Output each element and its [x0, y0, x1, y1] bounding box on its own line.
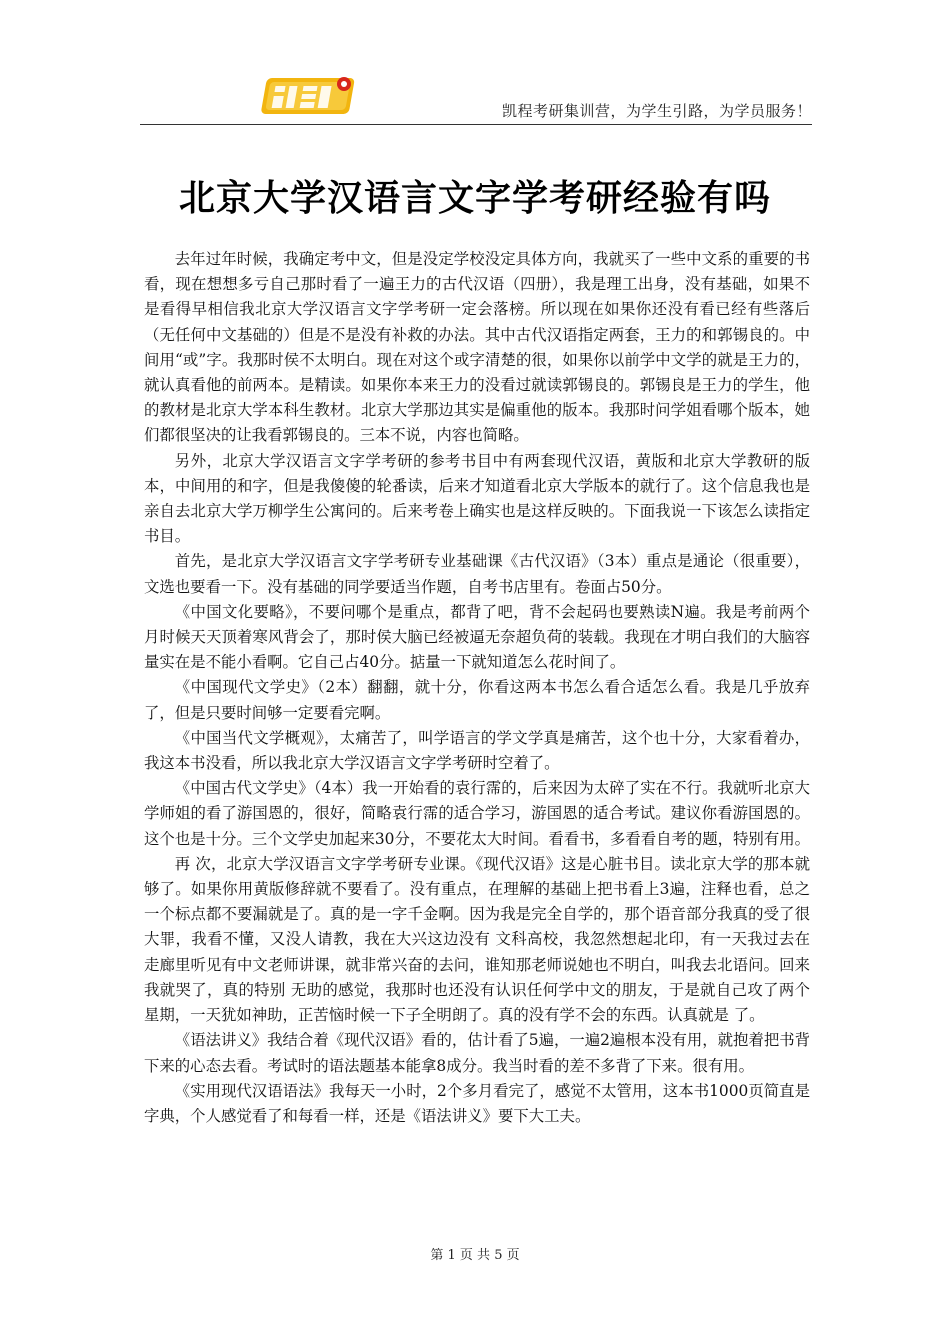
paragraph: 《中国当代文学概观》，太痛苦了，叫学语言的学文学真是痛苦，这个也十分，大家看着办，我这本书没看，所以我北京大学汉语言文字学考研时空着了。	[144, 728, 810, 773]
paragraph: 《语法讲义》我结合着《现代汉语》看的，估计看了5遍，一遍2遍根本没有用，就抱着把书背下来的心态去看。考试时的语法题基本能拿8成分。我当时看的差不多背了下来。很有用。	[144, 1031, 811, 1075]
paragraph: 去年过年时候，我确定考中文，但是没定学校没定具体方向，我就买了一些中文系的重要的书看，现在想想多亏自己那时看了一遍王力的古代汉语（四册），我是理工出身，没有基础，如果不是看得早相信我北京大学汉语言文字学考研一定会落榜。所以现在如果你还没有看已经有些落后（无任何中文基础的）但是不是没有补救的办法。其中古代汉语指定两套，王力的和郭锡良的。中间用“或”字。我那时侯不太明白。现在对这个或字清楚的很，如果你以前学中文学的就是王力的，就认真看他的前两本。是精读。如果你本来王力的没看过就读郭锡良的。郭锡良是王力的学生，他的教材是北京大学本科生教材。北京大学那边其实是偏重他的版本。我那时问学姐看哪个版本，她们都很坚决的让我看郭锡良的。三本不说，内容也简略。	[144, 250, 810, 445]
kaicheng-logo	[258, 72, 358, 118]
paragraph: 首先，是北京大学汉语言文字学考研专业基础课《古代汉语》（3本）重点是通论（很重要）， 文选也要看一下。没有基础的同学要适当作题，自考书店里有。卷面占50分。	[144, 552, 810, 596]
paragraph: 另外，北京大学汉语言文字学考研的参考书目中有两套现代汉语，黄版和北京大学教研的版本，中间用的和字，但是我傻傻的轮番读，后来才知道看北京大学版本的就行了。这个信息我也是亲自去北京大学万柳学生公寓问的。后来考卷上确实也是这样反映的。下面我说一下该怎么读指定书目。	[144, 451, 810, 546]
header-tagline: 凯程考研集训营，为学生引路，为学员服务！	[501, 102, 812, 120]
page-number: 第 1 页 共 5 页	[430, 1248, 520, 1263]
paragraph: 《中国古代文学史》（4本）我一开始看的袁行霈的，后来因为太碎了实在不行。我就听北京大学师姐的看了游国恩的，很好，简略袁行霈的适合学习，游国恩的适合考试。建议你看游国恩的。这个也是十分。三个文学史加起来30分，不要花太大时间。看看书，多看看自考的题，特别有用。	[144, 779, 810, 848]
paragraph: 再 次，北京大学汉语言文字学考研专业课。《现代汉语》这是心脏书目。读北京大学的那本就够了。如果你用黄版修辞就不要看了。没有重点，在理解的基础上把书看上3遍，注释也看，总之一个标点都不要漏就是了。真的是一字千金啊。因为我是完全自学的，那个语音部分我真的受了很大罪，我看不懂，又没人请教，我在大兴这边没有 文科高校，我忽然想起北印，有一天我过去在走廊里听见有中文老师讲课，就非常兴奋的去问，谁知那老师说她也不明白，叫我去北语问。回来我就哭了，真的特别 无助的感觉，我那时也还没有认识任何学中文的朋友，于是就自己攻了两个星期，一天犹如神助，正苦恼时候一下子全明朗了。真的没有学不会的东西。认真就是 了。	[144, 854, 810, 1025]
document-title: 北京大学汉语言文字学考研经验有吗	[178, 178, 771, 219]
paragraph: 《中国现代文学史》（2本）翻翻，就十分，你看这两本书怎么看合适怎么看。我是几乎放弃了，但是只要时间够一定要看完啊。	[144, 678, 810, 722]
article-body	[144, 247, 810, 1129]
paragraph: 《实用现代汉语语法》我每天一小时，2个多月看完了，感觉不太管用，这本书1000页简直是字典，个人感觉看了和每看一样，还是《语法讲义》要下大工夫。	[144, 1081, 810, 1125]
paragraph: 《中国文化要略》，不要问哪个是重点，都背了吧，背不会起码也要熟读N遍。我是考前两个月时候天天顶着寒风背会了，那时侯大脑已经被逼无奈超负荷的装载。我现在才明白我们的大脑容量实在是不能小看啊。它自己占40分。掂量一下就知道怎么花时间了。	[144, 602, 810, 672]
page-header	[140, 60, 812, 125]
